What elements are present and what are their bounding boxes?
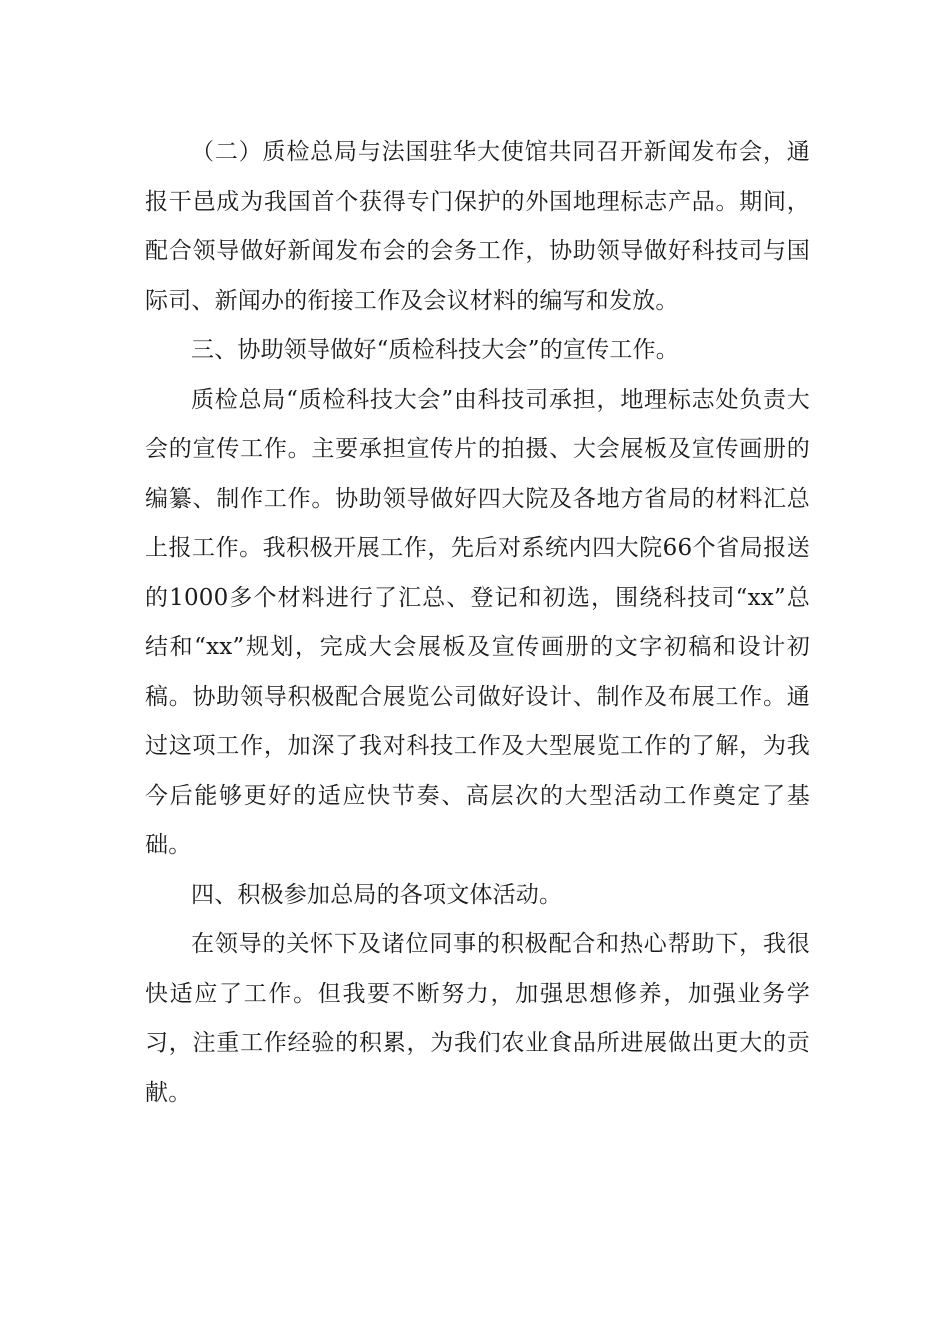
section-heading-cultural-activities: 四、积极参加总局的各项文体活动。 — [191, 881, 563, 908]
document-page — [145, 128, 810, 1118]
paragraph-press-conference: （二）质检总局与法国驻华大使馆共同召开新闻发布会，通报干邑成为我国首个获得专门保护的外国地理标志产品。期间，配合领导做好新闻发布会的会务工作，协助领导做好科技司与国际司、新闻办的衔接工作及会议材料的编写和发放。 — [145, 139, 810, 314]
section-heading-science-conference: 三、协助领导做好“质检科技大会”的宣传工作。 — [191, 337, 679, 363]
paragraph-conclusion: 在领导的关怀下及诸位同事的积极配合和热心帮助下，我很快适应了工作。但我要不断努力，加强思想修养，加强业务学习，注重工作经验的积累，为我们农业食品所进展做出更大的贡献。 — [145, 931, 810, 1106]
paragraph-science-conference: 质检总局“质检科技大会”由科技司承担，地理标志处负责大会的宣传工作。主要承担宣传片的拍摄、大会展板及宣传画册的编纂、制作工作。协助领导做好四大院及各地方省局的材料汇总上报工作。我积极开展工作，先后对系统内四大院66个省局报送的1000多个材料进行了汇总、登记和初选，围绕科技司“xx”总结和“xx”规划，完成大会展板及宣传画册的文字初稿和设计初稿。协助领导积极配合展览公司做好设计、制作及布展工作。通过这项工作，加深了我对科技工作及大型展览工作的了解，为我今后能够更好的适应快节奏、高层次的大型活动工作奠定了基础。 — [145, 386, 810, 858]
